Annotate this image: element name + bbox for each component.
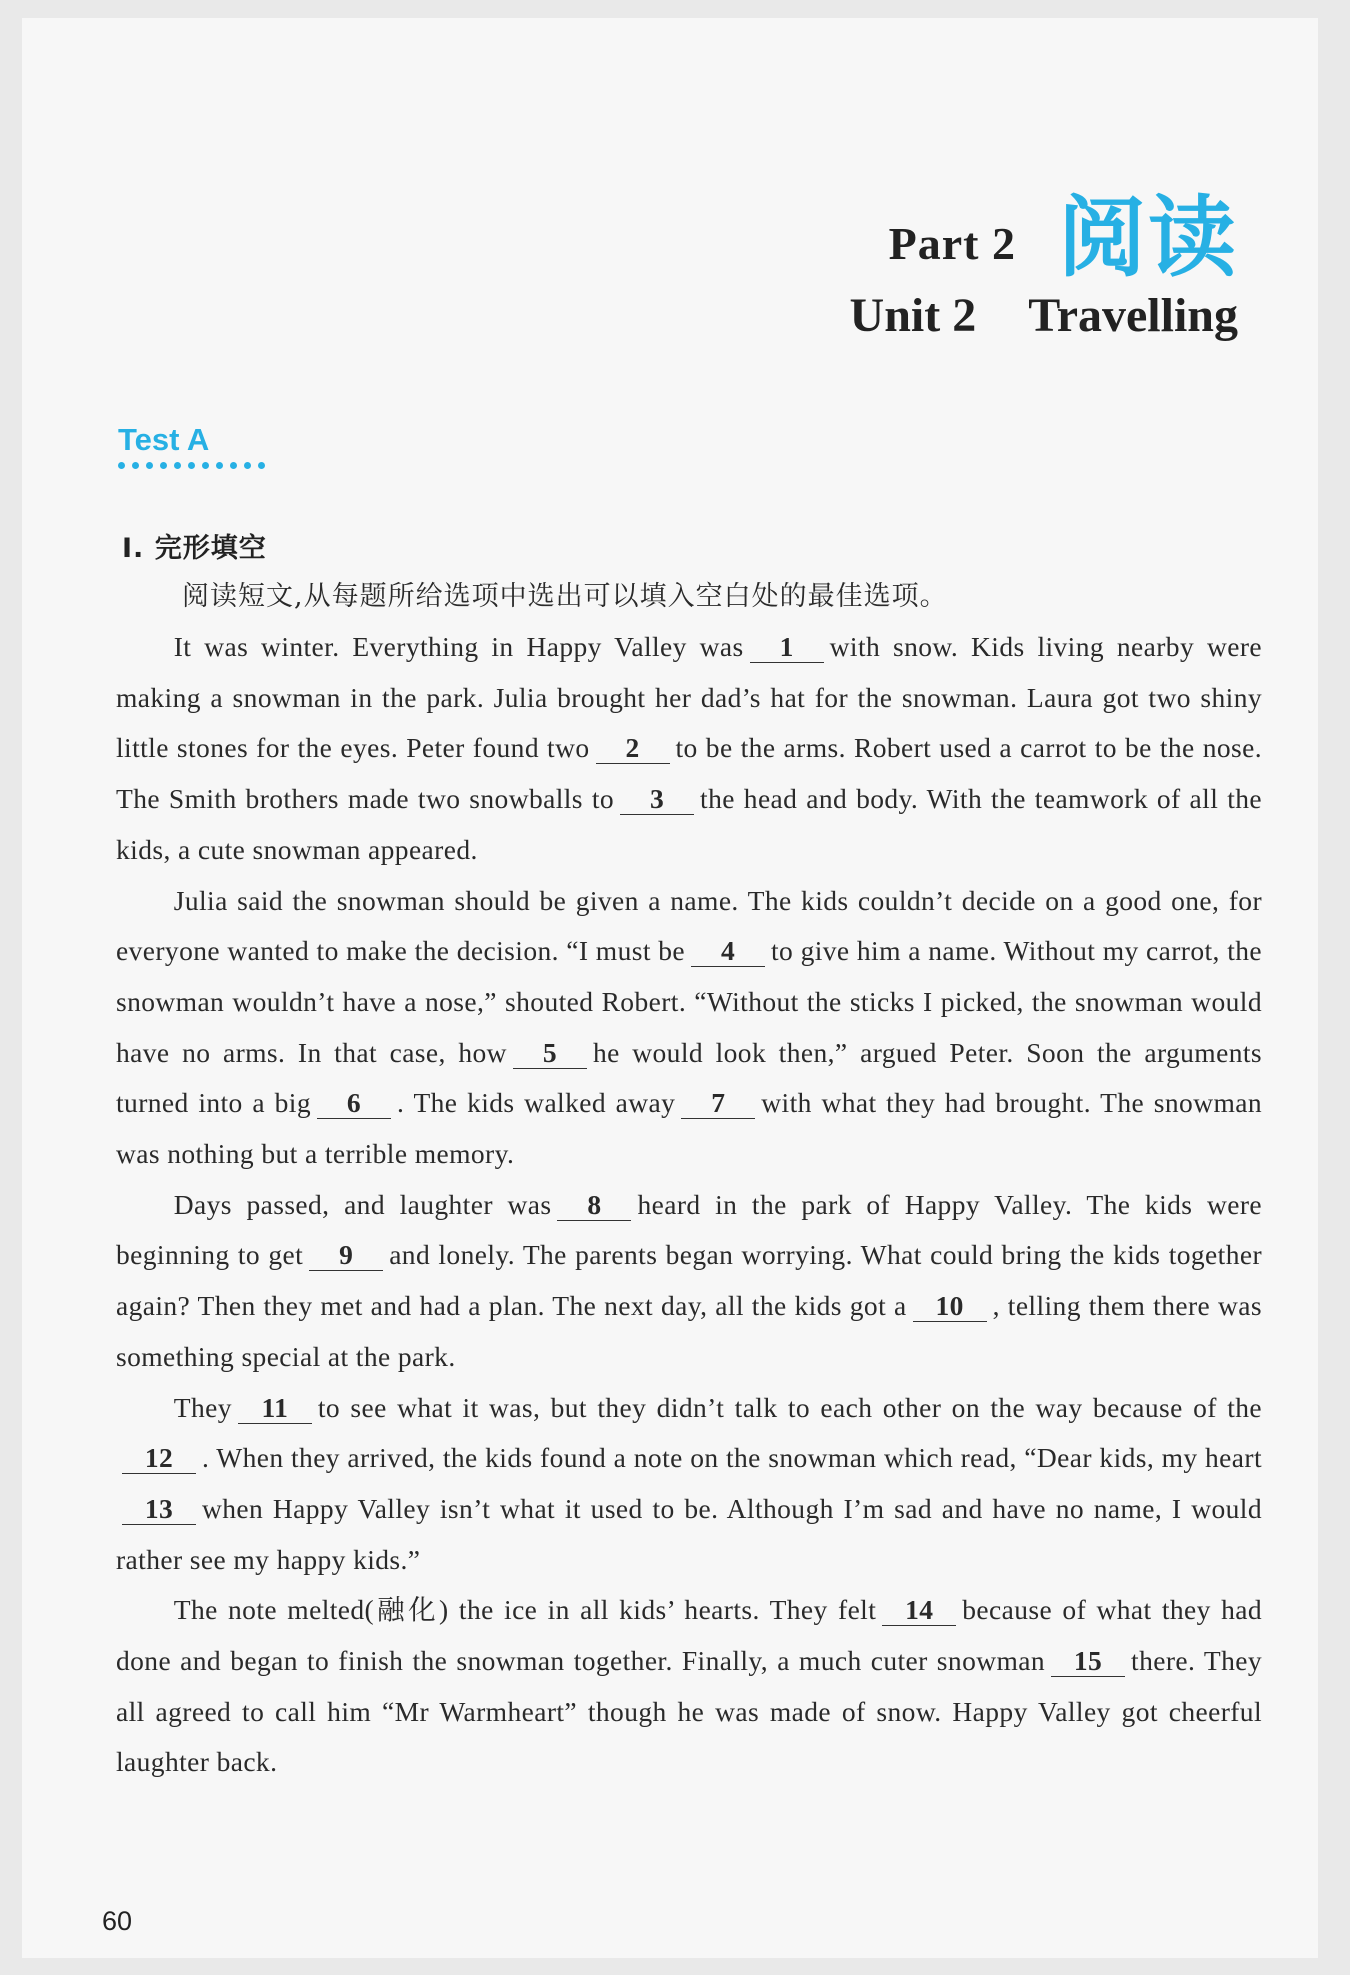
passage-paragraph <box>116 1383 1262 1586</box>
section-instruction: 阅读短文,从每题所给选项中选出可以填入空白处的最佳选项。 <box>182 581 948 612</box>
blank-10[interactable]: 10 <box>913 1291 987 1322</box>
blank-13[interactable]: 13 <box>122 1494 196 1525</box>
passage-text: Julia said the snowman should be given a name. The kids couldn’t decide on a good one, for everyone wanted to make the decision. “I must be <box>116 884 1262 967</box>
section-title: Ⅰ. 完形填空 <box>122 533 267 564</box>
page <box>22 18 1318 1958</box>
cloze-passage <box>116 622 1262 1788</box>
part-heading <box>889 168 1238 294</box>
passage-text: . When they arrived, the kids found a note on the snowman which read, “Dear kids, my heart <box>202 1442 1262 1474</box>
passage-paragraph <box>116 1180 1262 1383</box>
blank-8[interactable]: 8 <box>557 1190 631 1221</box>
passage-text: with what they had brought. The snowman was nothing but a terrible memory. <box>116 1087 1262 1170</box>
blank-9[interactable]: 9 <box>309 1240 383 1271</box>
blank-2[interactable]: 2 <box>596 733 670 764</box>
blank-15[interactable]: 15 <box>1051 1646 1125 1677</box>
blank-7[interactable]: 7 <box>681 1088 755 1119</box>
unit-title: Travelling <box>1028 289 1238 342</box>
unit-heading <box>850 288 1238 343</box>
passage-text: because of what they had done and began to finish the snowman together. Finally, a much cuter snowman <box>116 1594 1263 1677</box>
passage-paragraph <box>116 876 1262 1180</box>
test-label: Test A <box>118 422 210 457</box>
passage-paragraph <box>116 1585 1262 1788</box>
passage-text: to see what it was, but they didn’t talk to each other on the way because of the <box>317 1391 1262 1423</box>
blank-12[interactable]: 12 <box>122 1443 196 1474</box>
unit-label: Unit 2 <box>849 289 977 342</box>
passage-paragraph <box>116 622 1262 876</box>
part-label: Part 2 <box>888 217 1016 269</box>
passage-text: there. They all agreed to call him “Mr Warmheart” though he was made of snow. Happy Valley got cheerful laughter back. <box>116 1645 1262 1778</box>
passage-text: with snow. Kids living nearby were making a snowman in the park. Julia brought her dad’s hat for the snowman. Laura got two shiny little stones for the eyes. Peter found two <box>116 631 1262 764</box>
blank-4[interactable]: 4 <box>691 936 765 967</box>
passage-text: he would look then,” argued Peter. Soon the arguments turned into a big <box>116 1036 1262 1119</box>
passage-text: They <box>173 1391 232 1423</box>
passage-text: . The kids walked away <box>397 1087 676 1119</box>
passage-text: the head and body. With the teamwork of all the kids, a cute snowman appeared. <box>116 783 1262 865</box>
passage-text: when Happy Valley isn’t what it used to be. Although I’m sad and have no name, I would rather see my happy kids.” <box>116 1492 1262 1575</box>
passage-text: It was winter. Everything in Happy Valley was <box>173 631 744 662</box>
passage-text: , telling them there was something special at the park. <box>116 1290 1262 1372</box>
blank-14[interactable]: 14 <box>882 1595 956 1626</box>
blank-1[interactable]: 1 <box>750 632 824 663</box>
passage-text: The note melted(融化) the ice in all kids’ hearts. They felt <box>173 1594 877 1626</box>
blank-11[interactable]: 11 <box>238 1393 312 1424</box>
passage-text: to be the arms. Robert used a carrot to be the nose. The Smith brothers made two snowballs to <box>116 732 1262 815</box>
blank-6[interactable]: 6 <box>317 1088 391 1119</box>
passage-text: Days passed, and laughter was <box>173 1188 552 1220</box>
dotted-underline <box>118 462 265 469</box>
passage-text: heard in the park of Happy Valley. The kids were beginning to get <box>116 1188 1262 1271</box>
passage-text: to give him a name. Without my carrot, the snowman wouldn’t have a nose,” shouted Robert. “Without the sticks I picked, the snowman would have no arms. In that case, how <box>116 935 1262 1068</box>
blank-3[interactable]: 3 <box>620 784 694 815</box>
blank-5[interactable]: 5 <box>513 1038 587 1069</box>
part-chinese-title: 阅读 <box>1057 186 1238 289</box>
passage-text: and lonely. The parents began worrying. What could bring the kids together again? Then they met and had a plan. The next day, all the kids got a <box>116 1239 1263 1322</box>
page-number: 60 <box>102 1906 133 1936</box>
